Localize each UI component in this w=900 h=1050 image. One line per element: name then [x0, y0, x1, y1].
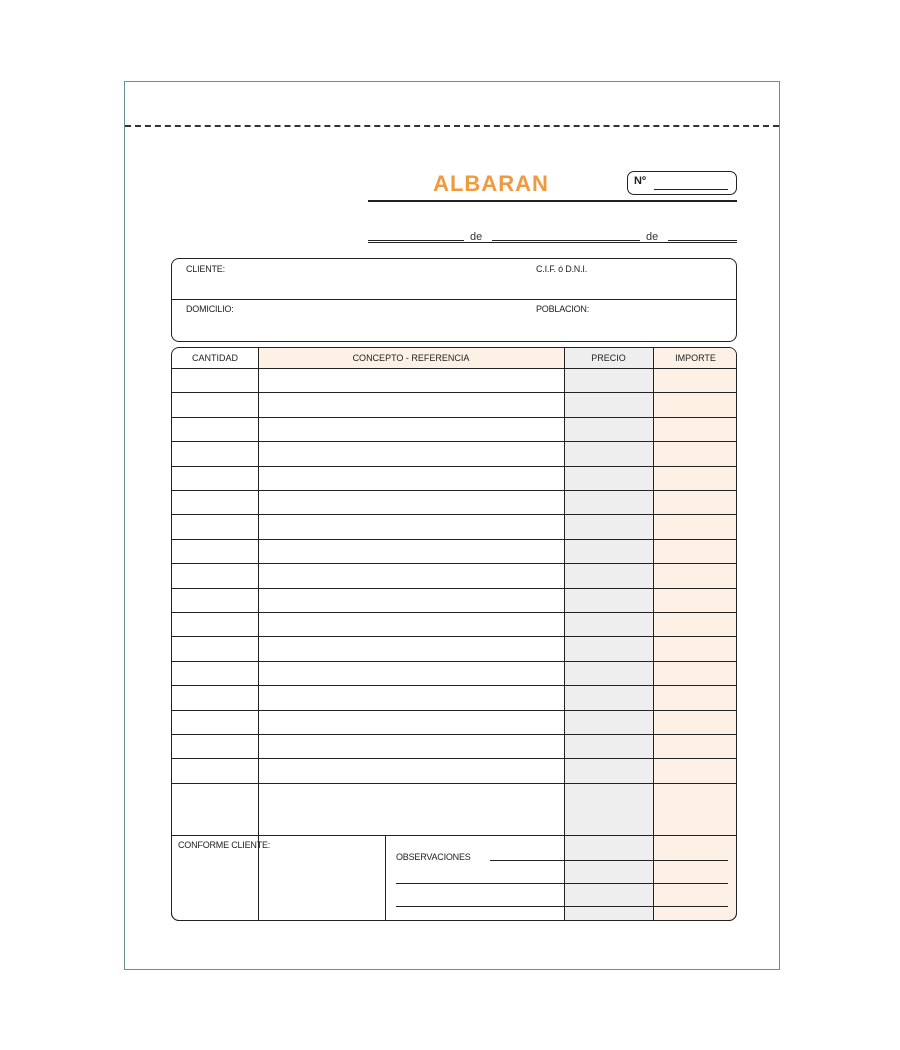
- row-rule: [172, 563, 736, 564]
- date-month-line: [492, 240, 640, 241]
- client-section: [171, 258, 737, 342]
- conforme-label: CONFORME CLIENTE:: [178, 840, 271, 850]
- address-label: DOMICILIO:: [186, 304, 234, 314]
- table-row[interactable]: [172, 783, 736, 807]
- row-rule: [172, 441, 736, 442]
- row-rule: [172, 612, 736, 613]
- date-separator-2: de: [646, 231, 659, 243]
- footer-section: [171, 835, 737, 921]
- header-price: PRECIO: [591, 353, 626, 363]
- table-row[interactable]: [172, 758, 736, 782]
- row-rule: [172, 661, 736, 662]
- delivery-note-sheet: [124, 81, 780, 970]
- row-rule: [172, 783, 736, 784]
- row-rule: [172, 636, 736, 637]
- header-concept: CONCEPTO - REFERENCIA: [352, 353, 470, 363]
- row-rule: [172, 685, 736, 686]
- row-rule: [172, 392, 736, 393]
- row-rule: [172, 417, 736, 418]
- row-rule: [172, 710, 736, 711]
- footer-divider: [385, 835, 386, 920]
- number-label: Nº: [634, 175, 646, 187]
- row-rule: [172, 514, 736, 515]
- number-field[interactable]: [627, 171, 737, 195]
- header-quantity: CANTIDAD: [191, 353, 238, 363]
- table-row[interactable]: [172, 588, 736, 612]
- date-separator-1: de: [470, 231, 483, 243]
- row-rule: [172, 490, 736, 491]
- row-rule: [172, 588, 736, 589]
- row-rule: [172, 539, 736, 540]
- table-row[interactable]: [172, 514, 736, 538]
- table-row[interactable]: [172, 612, 736, 636]
- table-row[interactable]: [172, 563, 736, 587]
- client-divider: [172, 299, 736, 300]
- table-row[interactable]: [172, 417, 736, 441]
- table-row[interactable]: [172, 392, 736, 416]
- table-row[interactable]: [172, 441, 736, 465]
- date-field[interactable]: [368, 224, 737, 244]
- observations-line[interactable]: [396, 906, 728, 907]
- form-title: ALBARAN: [433, 171, 549, 196]
- date-year-line: [668, 240, 737, 241]
- row-rule: [172, 466, 736, 467]
- table-row[interactable]: [172, 685, 736, 709]
- table-row[interactable]: [172, 636, 736, 660]
- client-label: CLIENTE:: [186, 264, 225, 274]
- table-row[interactable]: [172, 490, 736, 514]
- table-header: [172, 348, 736, 369]
- table-row[interactable]: [172, 466, 736, 490]
- observations-line[interactable]: [490, 860, 728, 861]
- row-rule: [172, 734, 736, 735]
- table-row[interactable]: [172, 734, 736, 758]
- table-row[interactable]: [172, 368, 736, 392]
- cif-label: C.I.F. ó D.N.I.: [536, 264, 588, 274]
- observations-line[interactable]: [396, 883, 728, 884]
- observations-label: OBSERVACIONES: [396, 852, 471, 862]
- title-rule: [368, 200, 737, 202]
- date-day-line: [368, 240, 464, 241]
- perforation-line: [125, 125, 779, 127]
- number-line: [654, 189, 728, 190]
- header-amount: IMPORTE: [675, 353, 716, 363]
- row-rule: [172, 758, 736, 759]
- table-row[interactable]: [172, 539, 736, 563]
- table-row[interactable]: [172, 710, 736, 734]
- date-underline: [368, 242, 737, 243]
- table-row[interactable]: [172, 661, 736, 685]
- town-label: POBLACION:: [536, 304, 590, 314]
